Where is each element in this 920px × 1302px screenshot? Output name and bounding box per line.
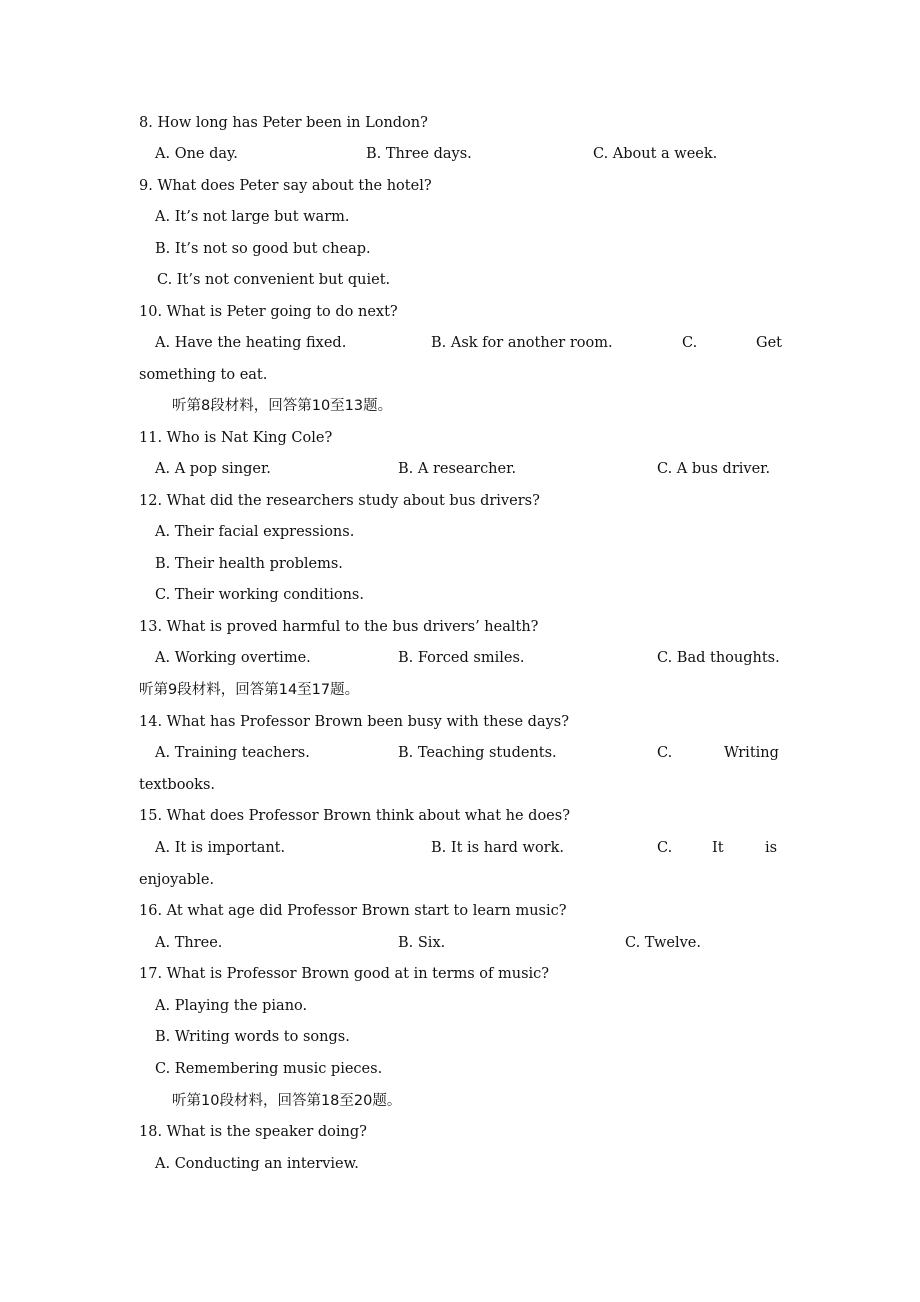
option-10c-start: Get <box>756 335 782 351</box>
question-15: 15. What does Professor Brown think about what he does? <box>139 808 570 824</box>
question-8: 8. How long has Peter been in London? <box>139 115 428 131</box>
section-heading-10: 听第10段材料，回答第18至20题。 <box>172 1093 402 1109</box>
question-10: 10. What is Peter going to do next? <box>139 304 398 320</box>
option-12c: C. Their working conditions. <box>155 587 364 603</box>
option-12b: B. Their health problems. <box>155 556 343 572</box>
option-15c-word2: is <box>765 840 778 856</box>
option-10b: B. Ask for another room. <box>431 335 613 351</box>
question-17: 17. What is Professor Brown good at in terms of music? <box>139 966 550 982</box>
question-14: 14. What has Professor Brown been busy with these days? <box>139 714 570 730</box>
option-17a: A. Playing the piano. <box>155 998 308 1014</box>
option-13b: B. Forced smiles. <box>398 650 525 666</box>
option-16a: A. Three. <box>155 935 223 951</box>
option-13c: C. Bad thoughts. <box>657 650 780 666</box>
option-9c: C. It’s not convenient but quiet. <box>157 272 391 288</box>
option-8c: C. About a week. <box>593 146 718 162</box>
option-10a: A. Have the heating fixed. <box>155 335 347 351</box>
question-16: 16. At what age did Professor Brown start to learn music? <box>139 903 567 919</box>
option-9b: B. It’s not so good but cheap. <box>155 241 371 257</box>
option-18a: A. Conducting an interview. <box>155 1156 359 1172</box>
option-17b: B. Writing words to songs. <box>155 1029 350 1045</box>
option-16c: C. Twelve. <box>625 935 701 951</box>
question-9: 9. What does Peter say about the hotel? <box>139 178 432 194</box>
question-13: 13. What is proved harmful to the bus drivers’ health? <box>139 619 539 635</box>
option-14c-letter: C. <box>657 745 673 761</box>
option-14c-start: Writing <box>724 745 779 761</box>
question-12: 12. What did the researchers study about bus drivers? <box>139 493 540 509</box>
option-14b: B. Teaching students. <box>398 745 557 761</box>
option-15a: A. It is important. <box>155 840 286 856</box>
option-11b: B. A researcher. <box>398 461 517 477</box>
option-13a: A. Working overtime. <box>155 650 311 666</box>
option-16b: B. Six. <box>398 935 446 951</box>
question-11: 11. Who is Nat King Cole? <box>139 430 333 446</box>
option-15c-letter: C. <box>657 840 673 856</box>
option-12a: A. Their facial expressions. <box>155 524 355 540</box>
option-15c-word1: It <box>712 840 724 856</box>
section-heading-9: 听第9段材料，回答第14至17题。 <box>139 682 360 698</box>
option-14c-wrap: textbooks. <box>139 777 215 793</box>
option-8b: B. Three days. <box>366 146 472 162</box>
option-17c: C. Remembering music pieces. <box>155 1061 383 1077</box>
option-8a: A. One day. <box>155 146 238 162</box>
section-heading-8: 听第8段材料，回答第10至13题。 <box>172 398 393 414</box>
option-9a: A. It’s not large but warm. <box>155 209 350 225</box>
option-10c-wrap: something to eat. <box>139 367 268 383</box>
option-10c-letter: C. <box>682 335 698 351</box>
option-14a: A. Training teachers. <box>155 745 310 761</box>
option-15c-wrap: enjoyable. <box>139 872 215 888</box>
question-18: 18. What is the speaker doing? <box>139 1124 367 1140</box>
option-15b: B. It is hard work. <box>431 840 564 856</box>
option-11c: C. A bus driver. <box>657 461 771 477</box>
option-11a: A. A pop singer. <box>155 461 271 477</box>
